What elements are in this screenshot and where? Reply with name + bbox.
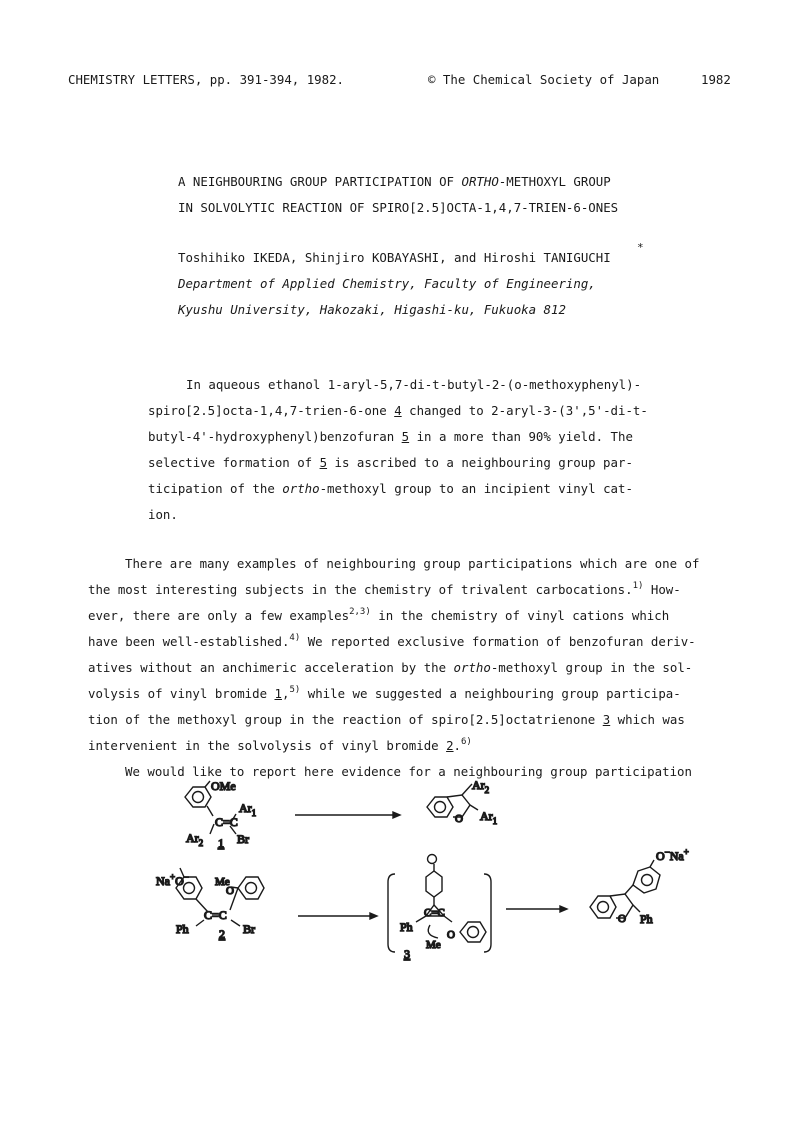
product-ar2-label: $Ar_2$ <box>472 778 490 795</box>
intermediate-bracket-left <box>388 874 395 952</box>
methoxy-me-label: Me <box>215 876 230 888</box>
reaction-arrow <box>506 906 567 912</box>
affiliation-line-2: Kyushu University, Hakozaki, Higashi-ku, Fukuoka 812 <box>178 302 566 317</box>
br-label: Br <box>237 832 249 846</box>
alkene-label: C=C <box>204 908 227 922</box>
ph-label: Ph <box>400 920 413 934</box>
affiliation-line-1: Department of Applied Chemistry, Faculty of Engineering, <box>178 276 596 291</box>
reaction-arrow <box>295 812 400 818</box>
abstract-line: butyl-4'-hydroxyphenyl)benzofuran 5 in a more than 90% yield. The <box>148 429 633 444</box>
methoxy-me-label: Me <box>426 939 441 951</box>
abstract-line: selective formation of 5 is ascribed to a neighbouring group par- <box>148 455 633 470</box>
furan-oxygen-label: O <box>455 813 463 825</box>
body-line: intervenient in the solvolysis of vinyl bromide 2.$^{6)}$ <box>88 737 472 753</box>
intermediate-bracket-right <box>484 874 491 952</box>
compound-number-2: 2 <box>219 927 225 941</box>
sodium-phenolate-label: Na+O− <box>156 872 189 888</box>
abstract-line: In aqueous ethanol 1-aryl-5,7-di-t-butyl-2-(o-methoxyphenyl)- <box>186 377 642 392</box>
paper-title-line-2: IN SOLVOLYTIC REACTION OF SPIRO[2.5]OCTA-1,4,7-TRIEN-6-ONES <box>178 200 619 215</box>
ar1-label: $Ar_1$ <box>239 801 257 818</box>
ph-label: Ph <box>640 912 653 926</box>
header-year: 1982 <box>701 72 731 87</box>
body-line: volysis of vinyl bromide 1,$^{5)}$ while we suggested a neighbouring group participa- <box>88 685 681 701</box>
body-line: the most interesting subjects in the chemistry of trivalent carbocations.$^{1)}$ How- <box>88 581 681 597</box>
phenolate-label: O−Na+ <box>656 847 689 863</box>
ar2-label: $Ar_2$ <box>186 831 204 848</box>
benzofuran-product-structure <box>427 784 478 817</box>
copyright-notice: © The Chemical Society of Japan <box>428 72 660 87</box>
alkene-label: C=C <box>424 907 445 919</box>
product-ar1-label: $Ar_1$ <box>480 809 498 826</box>
phenolate-benzofuran-structure <box>590 860 660 918</box>
reaction-arrow <box>298 913 377 919</box>
alkene-label: C=C <box>215 815 238 829</box>
ph-label: Ph <box>176 922 189 936</box>
compound-number-1: 1 <box>218 836 224 850</box>
author-list: Toshihiko IKEDA, Shinjiro KOBAYASHI, and Hiroshi TANIGUCHI <box>178 250 611 265</box>
abstract-line: ticipation of the ortho-methoxyl group to an incipient vinyl cat- <box>148 481 633 496</box>
body-line: tion of the methoxyl group in the reaction of spiro[2.5]octatrienone 3 which was <box>88 712 685 727</box>
furan-oxygen-label: O <box>618 913 626 925</box>
abstract-line: ion. <box>148 507 178 522</box>
compound-number-3: 3 <box>404 947 410 961</box>
paper-title-line-1: A NEIGHBOURING GROUP PARTICIPATION OF ORTHO-METHOXYL GROUP <box>178 174 611 189</box>
methoxy-o-label: O <box>226 885 234 897</box>
body-line: have been well-established.$^{4)}$ We reported exclusive formation of benzofuran deriv- <box>88 633 696 649</box>
body-line: There are many examples of neighbouring group participations which are one of <box>125 556 700 571</box>
journal-citation: CHEMISTRY LETTERS, pp. 391-394, 1982. <box>68 72 345 87</box>
body-line: atives without an anchimeric acceleration by the ortho-methoxyl group in the sol- <box>88 660 693 675</box>
body-line: We would like to report here evidence for a neighbouring group participation <box>125 764 692 779</box>
methoxy-o-label: O <box>447 929 455 941</box>
carbonyl-oxygen-icon <box>428 855 437 864</box>
abstract-line: spiro[2.5]octa-1,4,7-trien-6-one 4 changed to 2-aryl-3-(3',5'-di-t- <box>148 403 648 418</box>
body-line: ever, there are only a few examples$^{2,3)}$ in the chemistry of vinyl cations which <box>88 607 670 623</box>
br-label: Br <box>243 922 255 936</box>
ome-label: OMe <box>211 779 236 793</box>
corresponding-author-mark: * <box>637 241 644 254</box>
